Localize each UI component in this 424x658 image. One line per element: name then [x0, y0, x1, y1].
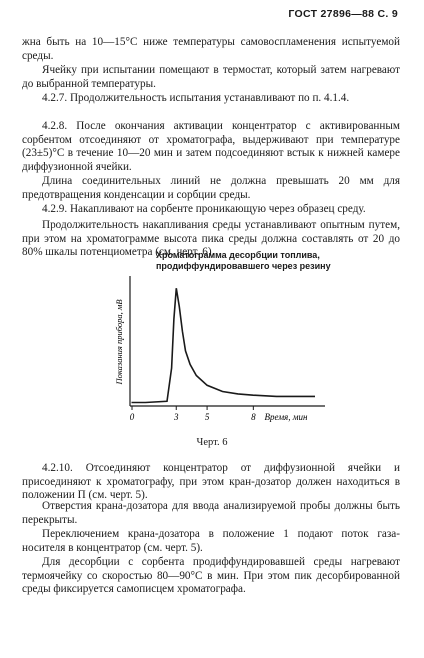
paragraph-4-2-9: 4.2.9. Накапливают на сорбенте проникающую через образец среду.	[42, 203, 366, 215]
x-tick-label: 3	[174, 412, 179, 422]
chart-title-line-1: Хроматограмма десорбции топлива,	[156, 250, 320, 260]
paragraph: жна быть на 10—15°С ниже температуры самовоспламенения испытуемой среды.	[22, 36, 400, 62]
paragraph: Переключением крана-дозатора в положение 1 подают поток газа-носителя в концентратор (см. черт. 5).	[22, 528, 400, 554]
paragraph: Отверстия крана-дозатора для ввода анализируемой пробы должны быть перекрыты.	[22, 500, 400, 526]
chart-title-line-2: продиффундировавшего через резину	[156, 261, 331, 271]
chart-title	[156, 250, 331, 272]
chromatogram-curve	[132, 288, 316, 402]
x-tick-label: 5	[204, 412, 210, 422]
x-axis-ticks	[130, 406, 256, 422]
paragraph: Продолжительность накапливания среды устанавливают опытным путем, при этом на хроматограмме высота пика среды должна составлять от 20 до 80% шкалы потенциометра (см. черт. 6).	[22, 219, 400, 259]
y-axis-label: Показания прибора, мВ	[114, 299, 124, 385]
paragraph: Ячейку при испытании помещают в термостат, который затем нагревают до выбранной температуры.	[22, 64, 400, 90]
x-tick-label: 0	[129, 412, 135, 422]
paragraph-4-2-8: 4.2.8. После окончания активации концентратор с активированным сорбентом отсоединяют от хроматографа, выдерживают при температуре (23±5)°С в течение 10—20 мин и затем подсоединяют встык к нижней камере диффузионной ячейки.	[22, 120, 400, 173]
page-header: ГОСТ 27896—88 С. 9	[288, 8, 398, 20]
x-tick-label: 8	[251, 412, 256, 422]
paragraph-4-2-10: 4.2.10. Отсоединяют концентратор от диффузионной ячейки и присоединяют к хроматографу, при этом кран-дозатор должен находиться в положении П (см. черт. 5).	[22, 462, 400, 502]
paragraph-4-2-7: 4.2.7. Продолжительность испытания устанавливают по п. 4.1.4.	[42, 92, 350, 104]
paragraph: Длина соединительных линий не должна превышать 20 мм для предотвращения конденсации и сорбции среды.	[22, 175, 400, 201]
paragraph: Для десорбции с сорбента продиффундировавшей среды нагревают термоячейку со скоростью 80—90°С в мин. При этом пик десорбированной среды фиксируется самописцем хроматографа.	[22, 556, 400, 596]
figure-caption: Черт. 6	[196, 437, 228, 448]
x-axis-label: Время, мин	[264, 412, 308, 422]
chromatogram-chart	[110, 270, 340, 430]
